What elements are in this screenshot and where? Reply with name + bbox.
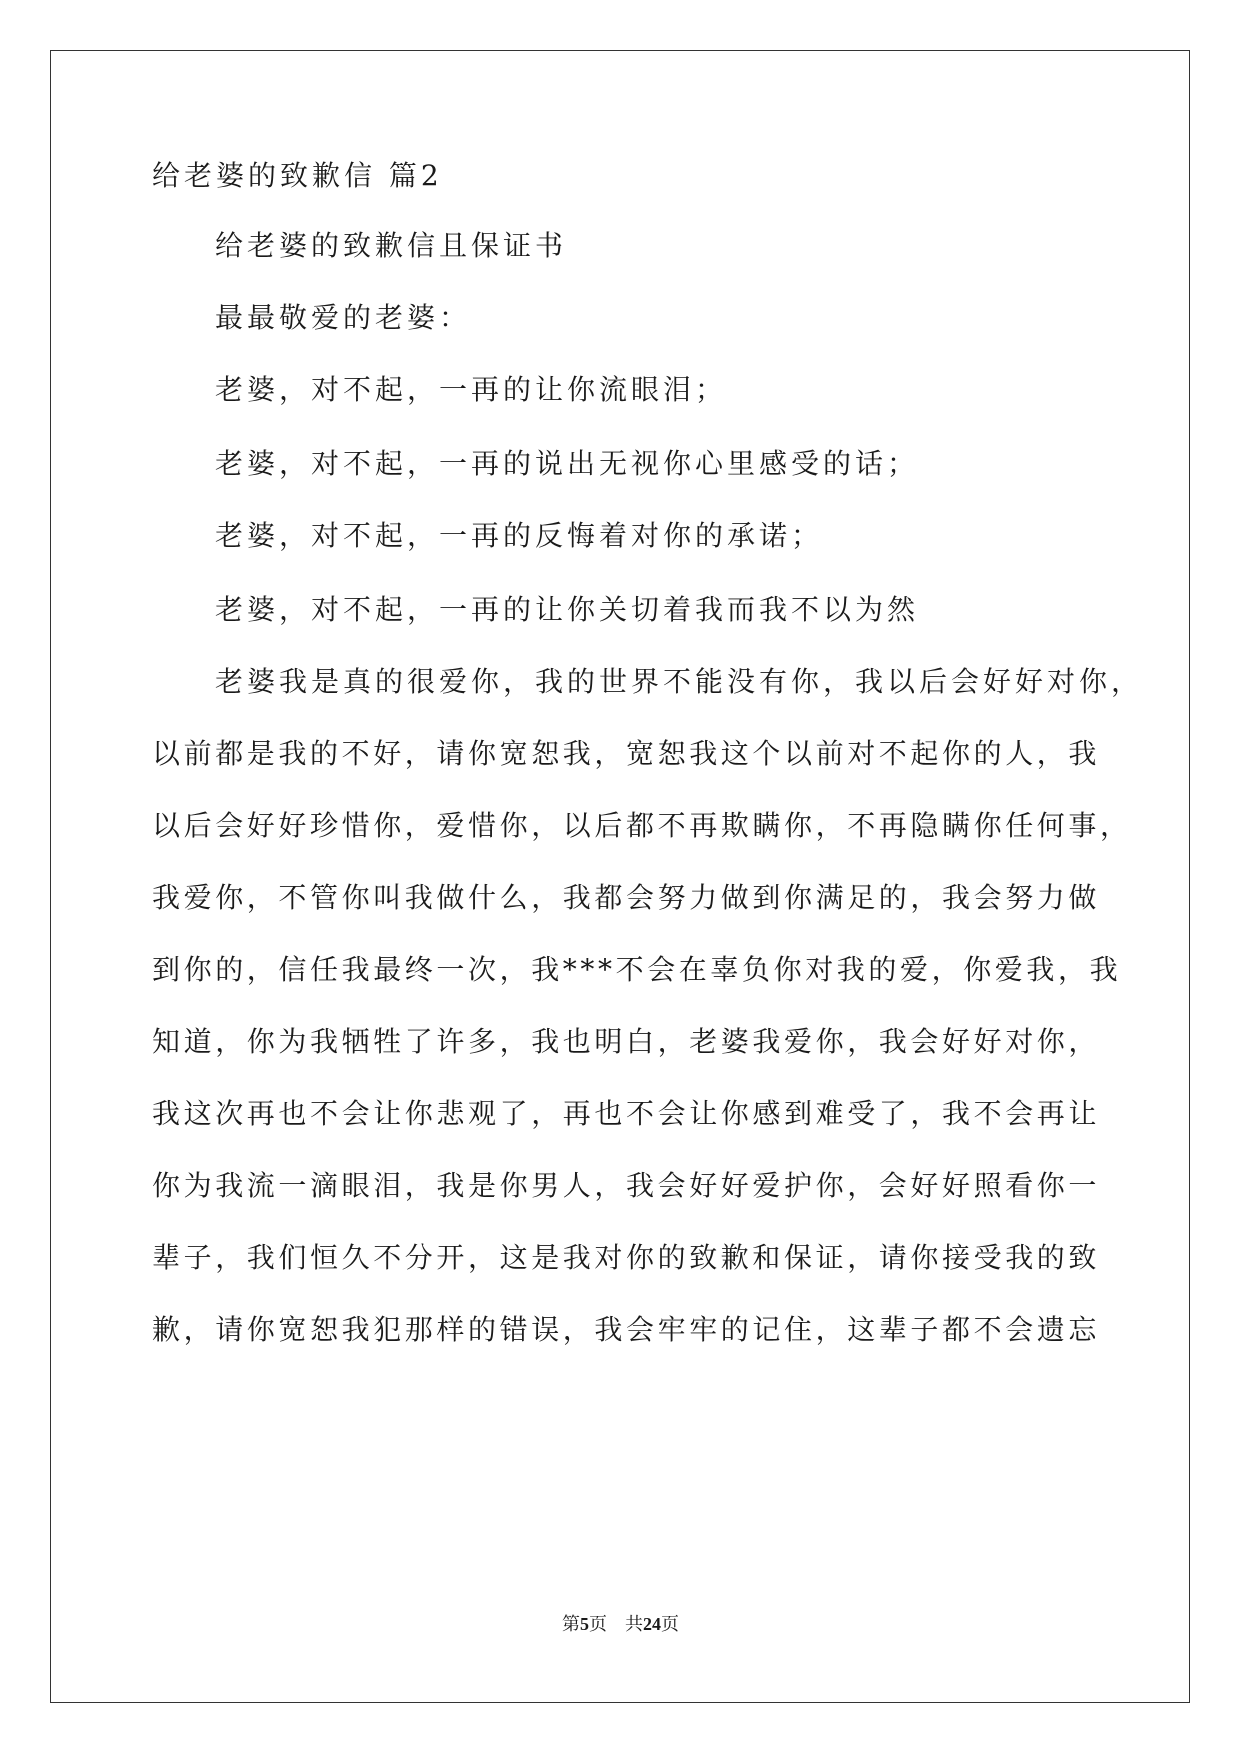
page-border [50, 50, 1190, 1703]
body-line: 歉，请你宽恕我犯那样的错误，我会牢牢的记住，这辈子都不会遗忘 [152, 1313, 1101, 1346]
document-heading: 给老婆的致歉信 篇2 [152, 159, 443, 192]
page-footer [0, 1613, 1241, 1635]
body-line: 你为我流一滴眼泪，我是你男人，我会好好爱护你，会好好照看你一 [152, 1169, 1101, 1202]
letter-subtitle: 给老婆的致歉信且保证书 [215, 229, 568, 262]
letter-salutation: 最最敬爱的老婆： [215, 301, 472, 334]
footer-page-suffix: 页 [589, 1614, 607, 1634]
footer-total-prefix: 共 [625, 1614, 643, 1634]
body-line: 以前都是我的不好，请你宽恕我，宽恕我这个以前对不起你的人，我 [152, 737, 1101, 770]
body-line: 知道，你为我牺牲了许多，我也明白，老婆我爱你，我会好好对你， [152, 1025, 1101, 1058]
footer-total-pages: 24 [643, 1614, 661, 1634]
apology-line: 老婆，对不起，一再的说出无视你心里感受的话； [215, 447, 920, 480]
body-line: 辈子，我们恒久不分开，这是我对你的致歉和保证，请你接受我的致 [152, 1241, 1101, 1274]
apology-line: 老婆，对不起，一再的让你流眼泪； [215, 373, 728, 406]
body-line: 以后会好好珍惜你，爱惜你，以后都不再欺瞒你，不再隐瞒你任何事， [152, 809, 1132, 842]
footer-total-suffix: 页 [661, 1614, 679, 1634]
footer-page-number: 5 [580, 1614, 589, 1634]
footer-page-prefix: 第 [562, 1614, 580, 1634]
body-line: 我爱你，不管你叫我做什么，我都会努力做到你满足的，我会努力做 [152, 881, 1101, 914]
body-line: 我这次再也不会让你悲观了，再也不会让你感到难受了，我不会再让 [152, 1097, 1101, 1130]
apology-line: 老婆，对不起，一再的让你关切着我而我不以为然 [215, 593, 920, 626]
apology-line: 老婆，对不起，一再的反悔着对你的承诺； [215, 519, 824, 552]
body-line: 到你的，信任我最终一次，我***不会在辜负你对我的爱，你爱我，我 [152, 953, 1122, 986]
body-line: 老婆我是真的很爱你，我的世界不能没有你，我以后会好好对你， [215, 665, 1144, 698]
